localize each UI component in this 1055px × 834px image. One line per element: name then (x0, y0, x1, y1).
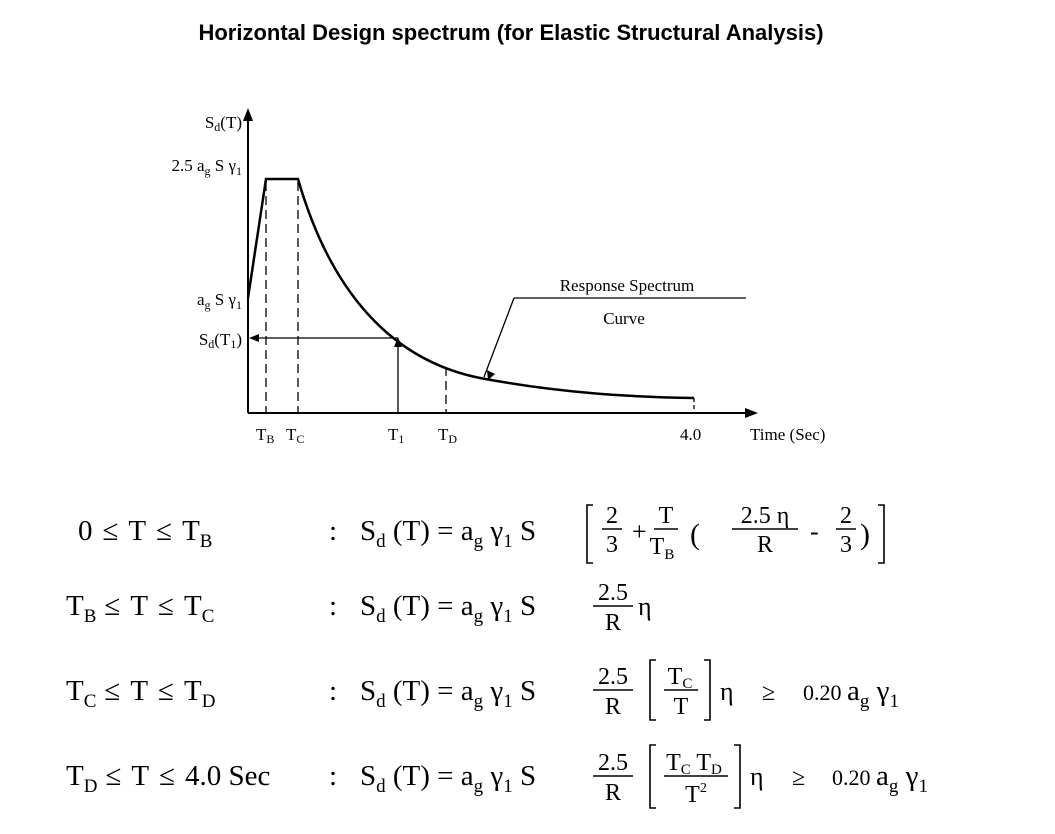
svg-text:T: T (673, 694, 689, 720)
eq1-range: $0 \le T \le T_B$ (78, 515, 213, 552)
svg-text:3: 3 (840, 532, 852, 558)
eq3-range: $T_C \le T \le T_D$ (66, 675, 216, 712)
svg-text:0.20 ag γ1: 0.20 ag γ1 (832, 760, 928, 797)
eq4-colon: : (329, 760, 338, 792)
annotation-leader-arrow (487, 370, 495, 380)
tb-label: TB (256, 425, 275, 446)
svg-text:TC: TC (667, 664, 693, 692)
svg-text:): ) (860, 518, 870, 551)
svg-text:R: R (604, 610, 622, 636)
tc-label: TC (286, 425, 305, 446)
peak-label: 2.5 $a_g$ S $\gamma_1$ (171, 156, 242, 178)
svg-text:TB: $T_B$ (649, 534, 675, 563)
sd-t1-label: Sd(T1) (198, 330, 242, 351)
page-title: Horizontal Design spectrum (for Elastic Structural Analysis) (198, 20, 824, 45)
svg-text:2.5: 2.5 (598, 580, 628, 606)
svg-text:Sd (T) = ag γ1 S: $S_d$ $(T) = a_g$ $\gamma_1$ S (360, 515, 537, 552)
svg-text:R: R (604, 780, 622, 806)
eq1-colon: : (329, 515, 338, 547)
base-label: $a_g$ S $\gamma_1$ (196, 290, 242, 312)
svg-text:R: R (756, 532, 774, 558)
svg-text:Sd (T) = ag γ1 S: $S_d$ $(T) = a_g$ $\gamma_1$ S (360, 590, 537, 627)
svg-text:2.5 η: 2.5 η (740, 503, 790, 529)
td-label: TD (438, 425, 458, 446)
svg-text:2.5: 2.5 (598, 664, 628, 690)
annotation-line2: Curve (603, 309, 645, 328)
annotation-leader (484, 298, 514, 377)
svg-text:3: 3 (606, 532, 618, 558)
equation-row-4 (66, 745, 928, 808)
svg-text:R: R (604, 694, 622, 720)
equation-row-2 (66, 580, 652, 636)
svg-text:η: η (638, 592, 652, 621)
eq2-formula (360, 580, 652, 636)
svg-text:0.20 ag γ1: 0.20 ag γ1 (803, 675, 899, 712)
svg-text:2: 2 (606, 503, 618, 529)
svg-text:T: T (658, 503, 674, 529)
t1-label: T1 (388, 425, 405, 446)
eq4-formula (360, 745, 928, 808)
svg-text:TC TD: TC TD (666, 750, 722, 778)
svg-text:η: η (750, 762, 764, 791)
x-axis-label: Time (Sec) (750, 425, 826, 444)
svg-text:≥: ≥ (762, 680, 776, 706)
eq2-colon: : (329, 590, 338, 622)
annotation-line1: Response Spectrum (559, 276, 695, 295)
svg-text:Sd (T) = ag γ1 S: $S_d$ $(T) = a_g$ $\gamma_1$ S (360, 675, 537, 712)
svg-text:+: + (632, 517, 647, 546)
svg-text:η: η (720, 677, 734, 706)
eq2-range: $T_B \le T \le T_C$ (66, 590, 215, 627)
x-axis-arrow (745, 408, 758, 418)
sd-t1-arrow-head (249, 334, 259, 342)
y-axis-arrow (243, 108, 253, 121)
equation-row-3 (66, 660, 899, 720)
eq1-formula (360, 503, 884, 563)
eq3-formula (360, 660, 899, 720)
eq4-range: $T_D \le T \le 4.0$ Sec (66, 760, 271, 797)
svg-text:Sd (T) = ag γ1 S: $S_d$ $(T) = a_g$ $\gamma_1$ S (360, 760, 537, 797)
svg-text:2.5: 2.5 (598, 750, 628, 776)
svg-text:-: - (810, 517, 819, 546)
svg-text:(: ( (690, 518, 700, 551)
svg-text:2: 2 (840, 503, 852, 529)
svg-text:≥: ≥ (792, 765, 806, 791)
equation-row-1 (78, 503, 884, 563)
eq3-colon: : (329, 675, 338, 707)
y-axis-label: Sd(T) (204, 113, 242, 134)
svg-text:T2: $T^2$ (685, 781, 707, 808)
t40-label: 4.0 (680, 425, 702, 444)
